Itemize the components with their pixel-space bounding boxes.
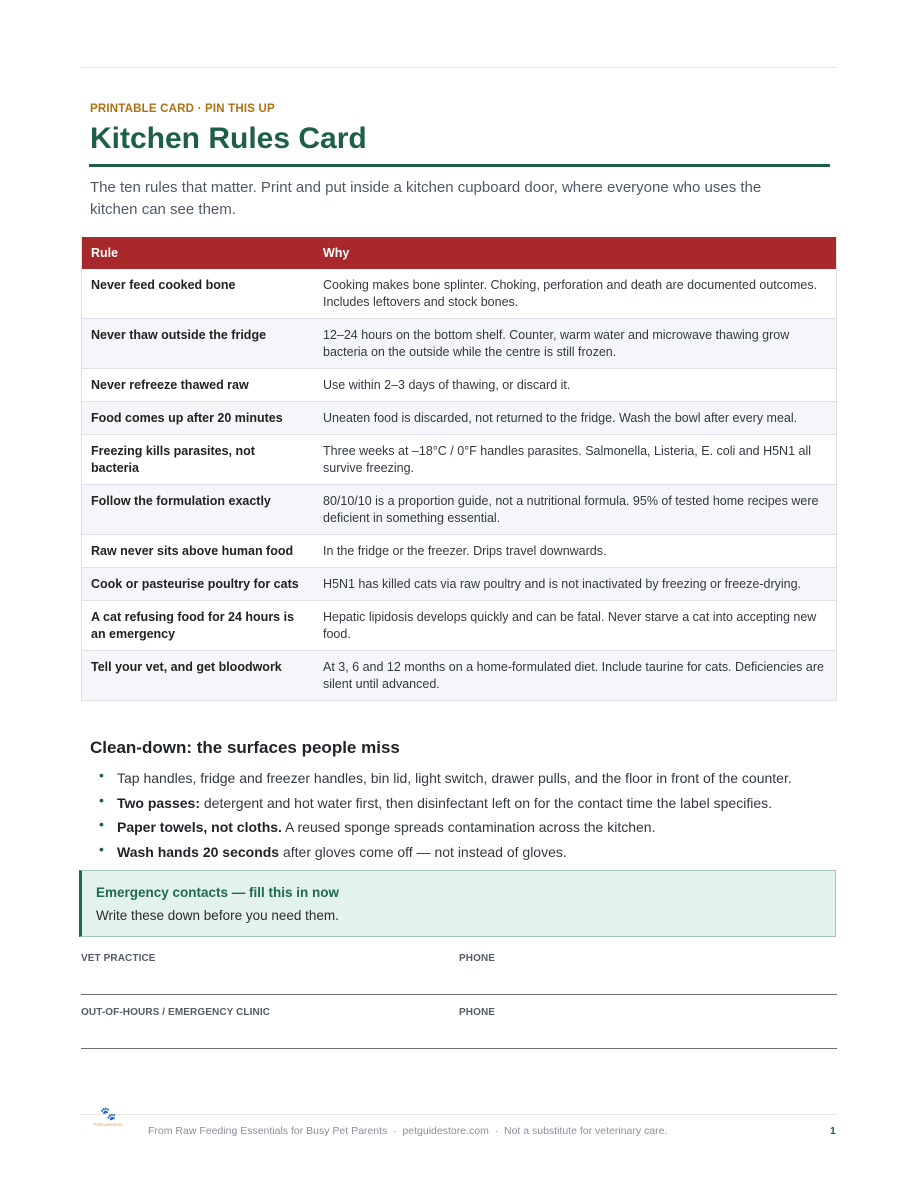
- bullet-icon: •: [99, 791, 104, 808]
- table-row: [82, 601, 837, 651]
- list-item-text: A reused sponge spreads contamination across the kitchen.: [281, 819, 656, 835]
- logo-wordmark: PetGuideStore: [93, 1122, 123, 1127]
- list-item: [99, 766, 792, 791]
- rule-cell: Raw never sits above human food: [82, 535, 315, 568]
- why-cell: 12–24 hours on the bottom shelf. Counter, warm water and microwave thawing grow bacteria on the outside while the centre is still frozen.: [314, 319, 837, 369]
- list-item: [99, 791, 792, 816]
- rule-cell: Food comes up after 20 minutes: [82, 402, 315, 435]
- table-row: [82, 369, 837, 402]
- rule-cell: Never feed cooked bone: [82, 269, 315, 319]
- rule-cell: Freezing kills parasites, not bacteria: [82, 435, 315, 485]
- callout-text: Write these down before you need them.: [96, 908, 339, 923]
- list-item-bold: Paper towels, not cloths.: [117, 819, 282, 835]
- cleandown-list: [99, 766, 792, 864]
- list-item-text: detergent and hot water first, then disinfectant left on for the contact time the label specifies.: [200, 794, 772, 811]
- emergency-callout: [79, 870, 836, 937]
- title-underline: [89, 164, 830, 167]
- rule-cell: A cat refusing food for 24 hours is an emergency: [82, 601, 315, 651]
- table-row: [82, 535, 837, 568]
- rule-cell: Never thaw outside the fridge: [82, 319, 315, 369]
- bullet-icon: •: [99, 816, 104, 832]
- column-header-rule: Rule: [82, 237, 315, 269]
- brand-logo: [88, 1107, 128, 1129]
- bullet-icon: •: [99, 767, 104, 783]
- table-row: [82, 485, 837, 535]
- page-title: Kitchen Rules Card: [90, 122, 367, 155]
- column-header-why: Why: [314, 237, 837, 269]
- emergency-clinic-write-line: [81, 1048, 837, 1049]
- table-row: [82, 402, 837, 435]
- emergency-clinic-label: OUT-OF-HOURS / EMERGENCY CLINIC: [81, 1007, 271, 1018]
- rule-cell: Cook or pasteurise poultry for cats: [82, 568, 315, 601]
- table-row: [82, 269, 837, 319]
- list-item-text: Tap handles, fridge and freezer handles, bin lid, light switch, drawer pulls, and the floor in front of the counter.: [117, 770, 792, 786]
- footer-text: From Raw Feeding Essentials for Busy Pet Parents · petguidestore.com · Not a substitute for veterinary care.: [148, 1125, 668, 1137]
- vet-practice-write-line: [81, 994, 837, 995]
- why-cell: Uneaten food is discarded, not returned to the fridge. Wash the bowl after every meal.: [314, 402, 837, 435]
- list-item: [99, 840, 792, 865]
- rule-cell: Follow the formulation exactly: [82, 485, 315, 535]
- why-cell: Cooking makes bone splinter. Choking, perforation and death are documented outcomes. Includes leftovers and stock bones.: [314, 269, 837, 319]
- paw-icon: 🐾: [100, 1106, 117, 1121]
- callout-title: Emergency contacts — fill this in now: [96, 885, 340, 900]
- footer-divider: [81, 1114, 837, 1115]
- kicker: PRINTABLE CARD · PIN THIS UP: [90, 103, 275, 115]
- table-row: [82, 435, 837, 485]
- why-cell: At 3, 6 and 12 months on a home-formulated diet. Include taurine for cats. Deficiencies are silent until advanced.: [314, 651, 837, 701]
- why-cell: Hepatic lipidosis develops quickly and can be fatal. Never starve a cat into accepting new food.: [314, 601, 837, 651]
- list-item-bold: Two passes:: [117, 794, 200, 811]
- page-number: 1: [830, 1125, 836, 1137]
- vet-phone-label: PHONE: [459, 953, 496, 964]
- why-cell: Use within 2–3 days of thawing, or discard it.: [314, 369, 837, 402]
- table-row: [82, 568, 837, 601]
- table-row: [82, 651, 837, 701]
- intro-text: The ten rules that matter. Print and put inside a kitchen cupboard door, where everyone who uses the kitchen can see them.: [90, 179, 762, 218]
- emergency-phone-label: PHONE: [459, 1007, 496, 1018]
- list-item-text: after gloves come off — not instead of gloves.: [279, 843, 567, 860]
- table-row: [82, 319, 837, 369]
- list-item: [99, 815, 792, 840]
- rule-cell: Tell your vet, and get bloodwork: [82, 651, 315, 701]
- rule-cell: Never refreeze thawed raw: [82, 369, 315, 402]
- why-cell: 80/10/10 is a proportion guide, not a nutritional formula. 95% of tested home recipes were deficient in something essential.: [314, 485, 837, 535]
- why-cell: In the fridge or the freezer. Drips travel downwards.: [314, 535, 837, 568]
- bullet-icon: •: [99, 840, 104, 857]
- rules-table: [81, 237, 837, 701]
- list-item-bold: Wash hands 20 seconds: [117, 843, 280, 860]
- cleandown-heading: Clean-down: the surfaces people miss: [90, 738, 400, 757]
- top-divider: [81, 67, 837, 68]
- why-cell: Three weeks at –18°C / 0°F handles parasites. Salmonella, Listeria, E. coli and H5N1 all survive freezing.: [314, 435, 837, 485]
- table-header-row: [82, 237, 837, 269]
- why-cell: H5N1 has killed cats via raw poultry and is not inactivated by freezing or freeze-drying.: [314, 568, 837, 601]
- vet-practice-label: VET PRACTICE: [81, 953, 156, 964]
